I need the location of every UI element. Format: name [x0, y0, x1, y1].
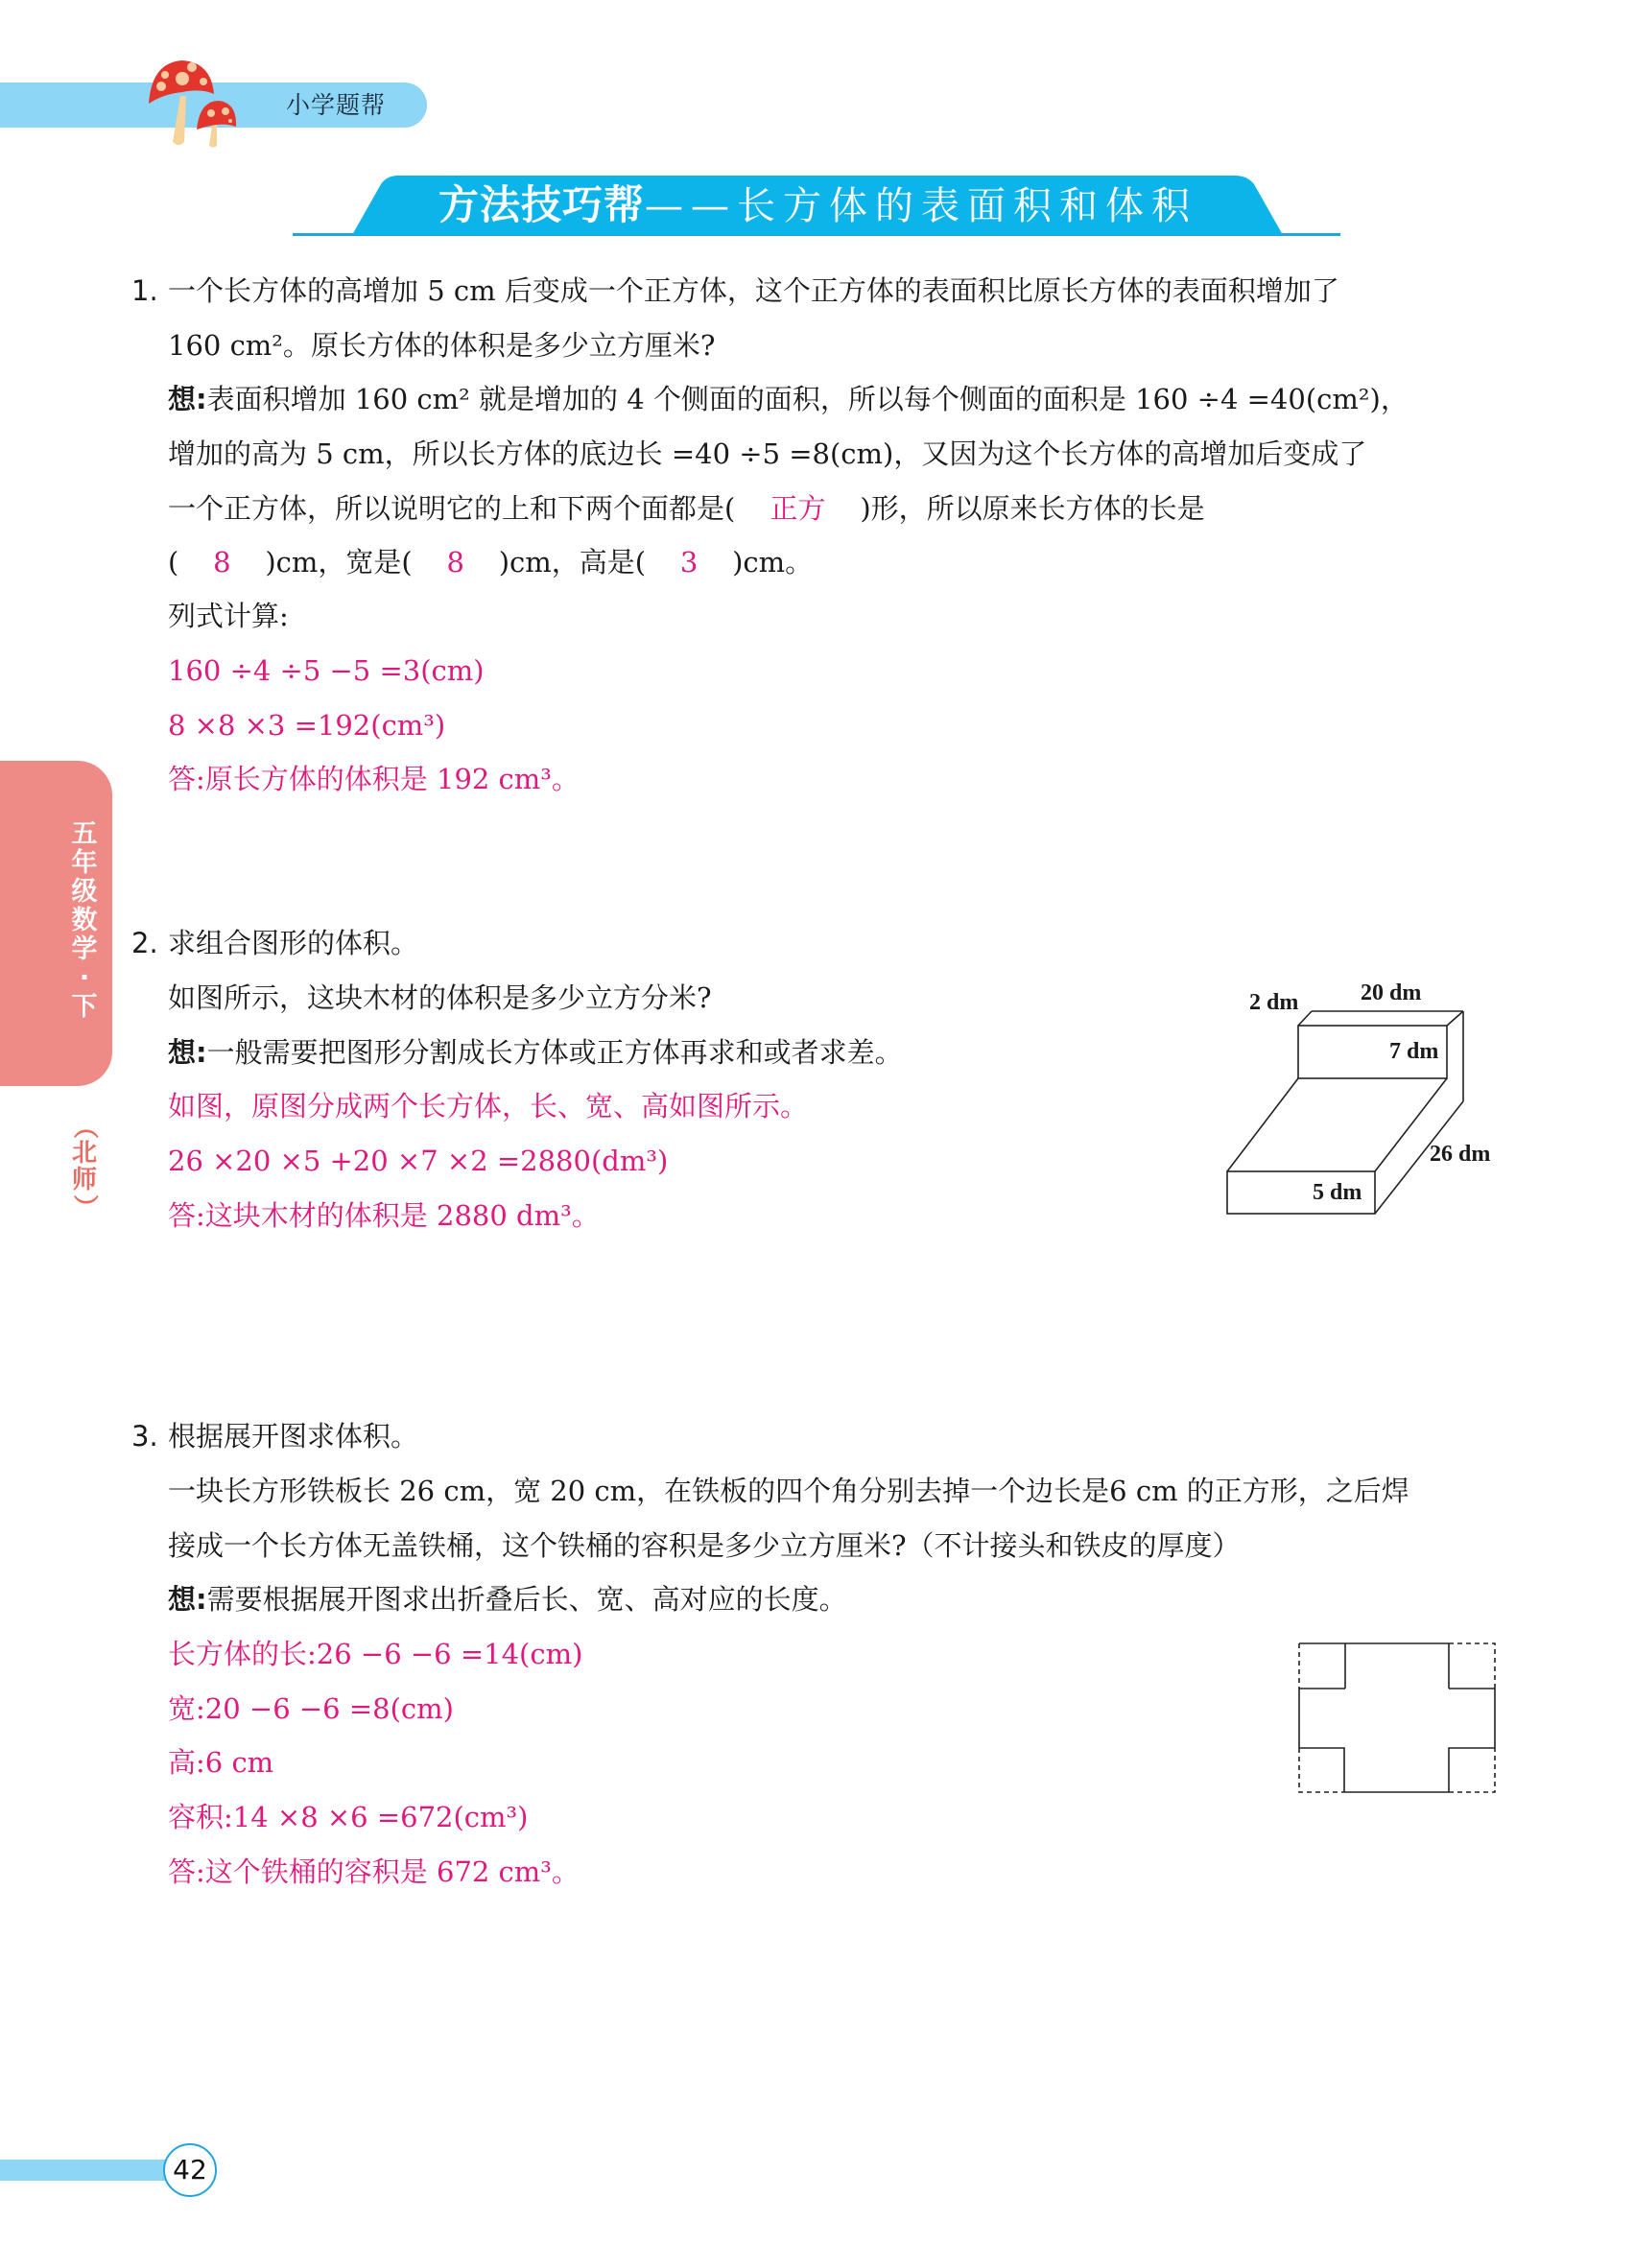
blank-shape: 正方: [770, 492, 826, 525]
grade-char: 数: [71, 906, 98, 935]
question-line: 接成一个长方体无盖铁桶，这个铁桶的容积是多少立方厘米?（不计接头和铁皮的厚度）: [168, 1529, 1241, 1562]
think-line: [168, 1580, 847, 1618]
text: )cm，宽是(: [265, 546, 413, 579]
blank-length: 8: [213, 546, 231, 579]
solution-line: 8 ×8 ×3 =192(cm³): [168, 709, 446, 742]
grade-char: 五: [71, 819, 98, 849]
blank-height: 3: [679, 546, 699, 579]
grade-char: 下: [71, 992, 98, 1022]
label-26dm: 26 dm: [1430, 1142, 1491, 1167]
think-text: 一个正方体，所以说明它的上和下两个面都是(: [168, 492, 736, 525]
think-line: 增加的高为 5 cm，所以长方体的底边长 =40 ÷5 =8(cm)，又因为这个长方体的高增加后变成了: [168, 437, 1367, 470]
calc-label: 列式计算:: [168, 600, 289, 632]
question-line: 如图所示，这块木材的体积是多少立方分米?: [168, 981, 712, 1014]
answer-line: 答:原长方体的体积是 192 cm³。: [168, 763, 580, 795]
answer-line: 答:这块木材的体积是 2880 dm³。: [168, 1199, 600, 1232]
label-5dm: 5 dm: [1313, 1180, 1362, 1205]
problem-title: 求组合图形的体积。: [168, 927, 419, 959]
blank-width: 8: [446, 546, 464, 579]
problem-number: 3.: [131, 1420, 158, 1453]
solution-line: 长方体的长:26 −6 −6 =14(cm): [168, 1638, 583, 1670]
footer-bar: [0, 2160, 173, 2181]
edition-char: 师: [71, 1166, 97, 1194]
problem-number: 1.: [131, 274, 158, 307]
solution-line: 宽:20 −6 −6 =8(cm): [168, 1692, 454, 1725]
section-title-sub: 长方体的表面积和体积: [737, 184, 1197, 228]
think-label: 想:: [168, 1583, 207, 1616]
problem-number: 2.: [131, 927, 158, 959]
think-text: 表面积增加 160 cm² 就是增加的 4 个侧面的面积，所以每个侧面的面积是 160 ÷4 =40(cm²)，: [206, 383, 1409, 415]
grade-char: 学: [71, 934, 98, 964]
think-text: )形，所以原来长方体的长是: [860, 492, 1205, 525]
grade-char: 级: [71, 877, 98, 907]
question-line: 一块长方形铁板长 26 cm，宽 20 cm，在铁板的四个角分别去掉一个边长是6 cm 的正方形，之后焊: [168, 1475, 1409, 1507]
text: )cm，高是(: [498, 546, 647, 579]
page-number: 42: [163, 2143, 217, 2197]
solution-line: 26 ×20 ×5 +20 ×7 ×2 =2880(dm³): [168, 1145, 669, 1177]
edition-char: 北: [71, 1139, 97, 1168]
think-label: 想:: [168, 383, 207, 415]
section-title-dash: ——: [645, 184, 737, 228]
label-7dm: 7 dm: [1389, 1039, 1439, 1064]
paren: (: [168, 546, 179, 579]
grade-char: 年: [71, 848, 98, 878]
think-label: 想:: [168, 1036, 207, 1069]
solution-line: 160 ÷4 ÷5 −5 =3(cm): [168, 654, 485, 687]
think-text: 一般需要把图形分割成长方体或正方体再求和或者求差。: [206, 1036, 903, 1069]
label-20dm: 20 dm: [1361, 980, 1422, 1005]
section-title-main: 方法技巧帮: [438, 181, 645, 228]
grade-char: ·: [79, 963, 90, 993]
solution-line: 如图，原图分成两个长方体，长、宽、高如图所示。: [168, 1090, 809, 1122]
problem-title: 根据展开图求体积。: [168, 1420, 419, 1453]
label-2dm: 2 dm: [1249, 990, 1299, 1015]
edition-char: ）: [70, 1193, 99, 1219]
edition-char: （: [70, 1113, 99, 1139]
think-text: 需要根据展开图求出折叠后长、宽、高对应的长度。: [206, 1583, 847, 1616]
brand-name: 小学题帮: [286, 91, 387, 119]
question-line: 160 cm²。原长方体的体积是多少立方厘米?: [168, 329, 716, 362]
unfolded-sheet-figure: [1286, 1631, 1516, 1808]
answer-line: 答:这个铁桶的容积是 672 cm³。: [168, 1855, 580, 1888]
question-line: 一个长方体的高增加 5 cm 后变成一个正方体，这个正方体的表面积比原长方体的表面积增加了: [168, 274, 1339, 307]
text: )cm。: [732, 546, 814, 579]
solution-line: 容积:14 ×8 ×6 =672(cm³): [168, 1801, 529, 1833]
solution-line: 高:6 cm: [168, 1746, 274, 1779]
